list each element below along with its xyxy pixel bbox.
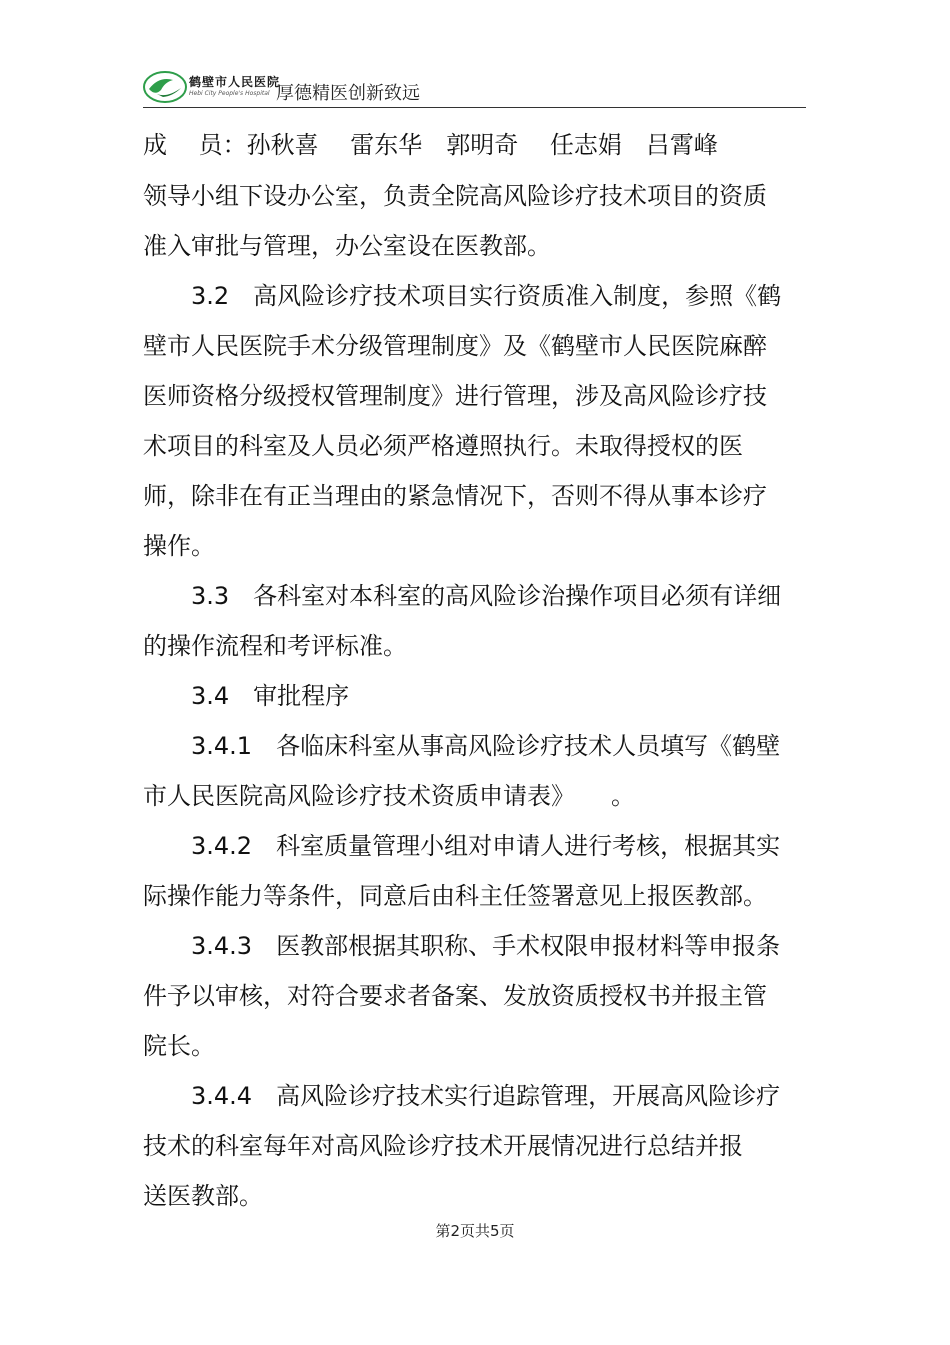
body-line: 成 员：孙秋喜 雷东华 郭明奇 任志娟 吕霄峰 (143, 131, 718, 159)
body-line: 3.4.4 高风险诊疗技术实行追踪管理，开展高风险诊疗 (143, 1082, 781, 1110)
hospital-logo (143, 70, 281, 104)
body-line: 医师资格分级授权管理制度》进行管理，涉及高风险诊疗技 (143, 382, 767, 410)
body-line: 师，除非在有正当理由的紧急情况下，否则不得从事本诊疗 (143, 482, 767, 510)
header-divider (143, 107, 806, 108)
body-line: 院长。 (143, 1032, 215, 1060)
body-line: 的操作流程和考评标准。 (143, 632, 407, 660)
hospital-motto: 厚德精医创新致远 (276, 83, 420, 104)
body-line: 操作。 (143, 532, 215, 560)
body-line: 技术的科室每年对高风险诊疗技术开展情况进行总结并报 (143, 1132, 743, 1160)
logo-english-name: Hebi City People's Hospital (189, 90, 270, 97)
hospital-emblem-icon (143, 70, 187, 104)
body-line: 3.2 高风险诊疗技术项目实行资质准入制度，参照《鹤 (143, 282, 782, 310)
body-line: 壁市人民医院手术分级管理制度》及《鹤壁市人民医院麻醉 (143, 332, 767, 360)
body-line: 3.4 审批程序 (143, 682, 350, 710)
logo-chinese-name: 鹤壁市人民医院 (189, 75, 281, 89)
body-line: 3.4.1 各临床科室从事高风险诊疗技术人员填写《鹤壁 (143, 732, 781, 760)
body-line: 术项目的科室及人员必须严格遵照执行。未取得授权的医 (143, 432, 743, 460)
body-line: 送医教部。 (143, 1182, 263, 1210)
body-line: 准入审批与管理，办公室设在医教部。 (143, 232, 551, 260)
body-line: 3.3 各科室对本科室的高风险诊治操作项目必须有详细 (143, 582, 782, 610)
page-header (143, 66, 806, 108)
body-line: 领导小组下设办公室，负责全院高风险诊疗技术项目的资质 (143, 182, 767, 210)
body-line: 市人民医院高风险诊疗技术资质申请表》 。 (143, 782, 635, 810)
body-line: 际操作能力等条件，同意后由科主任签署意见上报医教部。 (143, 882, 767, 910)
body-line: 3.4.2 科室质量管理小组对申请人进行考核，根据其实 (143, 832, 781, 860)
page-number: 第2页共5页 (435, 1222, 515, 1240)
body-line: 3.4.3 医教部根据其职称、手术权限申报材料等申报条 (143, 932, 781, 960)
body-line: 件予以审核，对符合要求者备案、发放资质授权书并报主管 (143, 982, 767, 1010)
